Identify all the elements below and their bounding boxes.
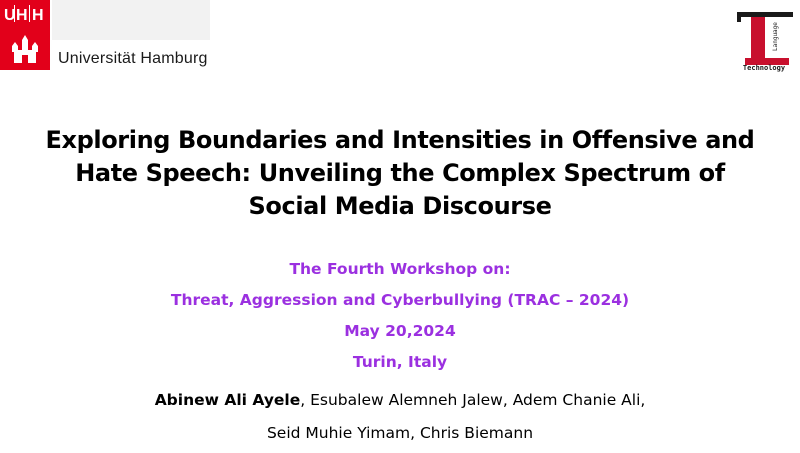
co-authors-line-1: , Esubalew Alemneh Jalew, Adem Chanie Ali, [300, 391, 646, 409]
title-line-2: Hate Speech: Unveiling the Complex Spectrum of [75, 159, 725, 187]
title-line-1: Exploring Boundaries and Intensities in Offensive and [45, 126, 755, 154]
workshop-date: May 20,2024 [344, 322, 456, 340]
authors-line-1 [20, 386, 780, 419]
workshop-line-2: Threat, Aggression and Cyberbullying (TRAC – 2024) [170, 291, 630, 309]
lead-author: Abinew Ali Ayele [154, 391, 301, 409]
uhh-letters: U [4, 7, 16, 24]
authors-line-2: Seid Muhie Yimam, Chris Biemann [266, 424, 534, 442]
workshop-info [60, 254, 740, 378]
presentation-title [20, 124, 780, 223]
lt-vertical-text: Language [772, 22, 779, 52]
lt-technology-word: Technology [742, 64, 786, 72]
university-name: Universität Hamburg [58, 50, 208, 67]
workshop-location: Turin, Italy [352, 353, 448, 371]
svg-text:H: H [32, 7, 44, 24]
workshop-line-1: The Fourth Workshop on: [289, 260, 511, 278]
svg-text:H: H [16, 7, 28, 24]
author-list [20, 386, 780, 452]
title-line-3: Social Media Discourse [248, 192, 552, 220]
